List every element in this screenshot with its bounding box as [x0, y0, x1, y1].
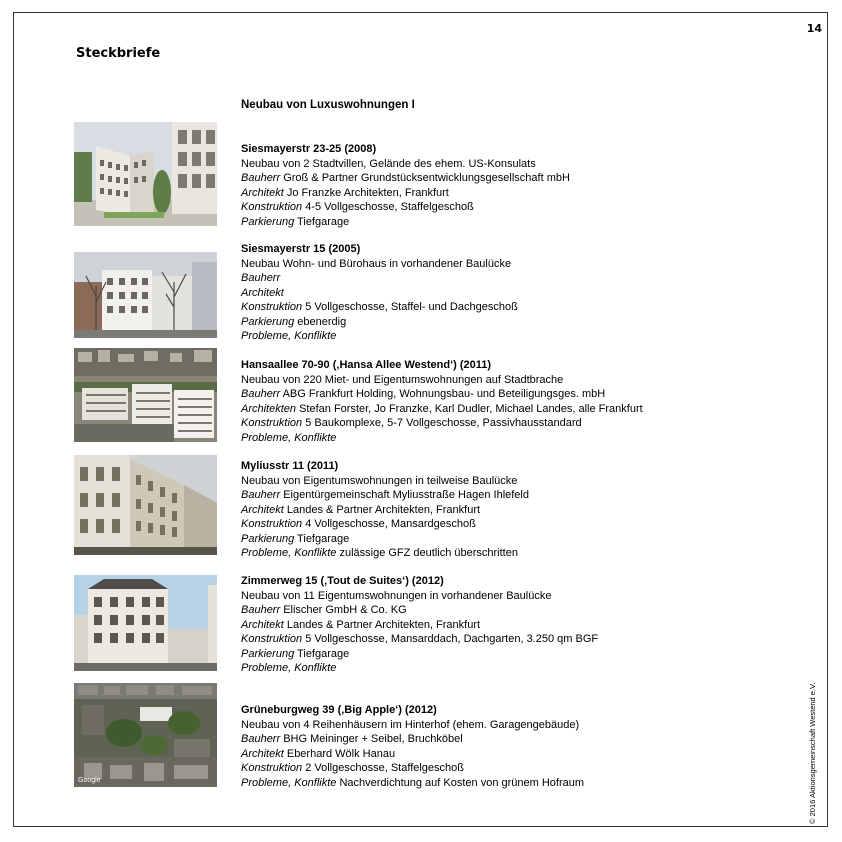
entry-konstruktion: Konstruktion 5 Vollgeschosse, Staffel- und Dachgeschoß [241, 301, 518, 313]
entry-architekt: Architekt Landes & Partner Architekten, Frankfurt [241, 618, 481, 631]
entry-parkierung: Parkierung ebenerdig [241, 315, 347, 328]
section-title: Steckbriefe [76, 46, 161, 61]
entry-parkierung: Parkierung Tiefgarage [241, 215, 350, 228]
entry-description: Neubau von 4 Reihenhäusern im Hinterhof (ehem. Garagengebäude) [241, 718, 580, 731]
entry-description: Neubau von 11 Eigentumswohnungen in vorhandener Baulücke [241, 589, 552, 602]
entry-grueneburgweg [241, 703, 584, 790]
entry-title: Hansaallee 70-90 (‚Hansa Allee Westend‘) (2011) [241, 359, 492, 371]
entry-konstruktion: Konstruktion 5 Baukomplexe, 5-7 Vollgeschosse, Passivhausstandard [241, 417, 582, 429]
entry-bauherr: Bauherr BHG Meininger + Seibel, Bruchköbel [241, 733, 463, 745]
entry-description: Neubau von Eigentumswohnungen in teilweise Baulücke [241, 474, 518, 487]
photo-zimmerweg [74, 575, 217, 671]
entry-architekt: Architekt Jo Franzke Architekten, Frankfurt [241, 186, 449, 199]
entry-title: Siesmayerstr 15 (2005) [241, 243, 361, 255]
entry-probleme: Probleme, Konflikte [241, 330, 337, 342]
copyright-notice: © 2016 Aktionsgemeinschaft Westend e.V. [808, 682, 817, 824]
entry-siesmayerstr-15 [241, 242, 518, 344]
entry-probleme: Probleme, Konflikte Nachverdichtung auf Kosten von grünem Hofraum [241, 776, 585, 789]
photo-myliusstr [74, 455, 217, 555]
entry-title: Grüneburgweg 39 (‚Big Apple‘) (2012) [241, 704, 437, 716]
photo-hansaallee [74, 348, 217, 442]
entry-konstruktion: Konstruktion 4-5 Vollgeschosse, Staffelgeschoß [241, 201, 474, 213]
entry-konstruktion: Konstruktion 2 Vollgeschosse, Staffelgeschoß [241, 762, 464, 774]
entry-bauherr: Bauherr Groß & Partner Grundstücksentwicklungsgesellschaft mbH [241, 172, 570, 184]
entry-description: Neubau von 220 Miet- und Eigentumswohnungen auf Stadtbrache [241, 373, 564, 386]
entry-probleme: Probleme, Konflikte [241, 662, 337, 674]
page-heading: Neubau von Luxuswohnungen I [241, 99, 415, 111]
entry-architekt: Architekten Stefan Forster, Jo Franzke, Karl Dudler, Michael Landes, alle Frankfurt [241, 402, 643, 415]
entry-architekt: Architekt [241, 286, 284, 299]
page-number: 14 [806, 22, 822, 35]
photo-grueneburgweg-aerial [74, 683, 217, 787]
photo-siesmayerstr-23-25 [74, 122, 217, 226]
entry-title: Myliusstr 11 (2011) [241, 460, 339, 472]
entry-parkierung: Parkierung Tiefgarage [241, 647, 350, 660]
entry-probleme: Probleme, Konflikte zulässige GFZ deutlich überschritten [241, 547, 518, 559]
entry-myliusstr [241, 459, 529, 561]
entry-architekt: Architekt Landes & Partner Architekten, Frankfurt [241, 503, 481, 516]
entry-parkierung: Parkierung Tiefgarage [241, 532, 350, 545]
entry-title: Siesmayerstr 23-25 (2008) [241, 143, 377, 155]
entry-bauherr: Bauherr ABG Frankfurt Holding, Wohnungsbau- und Beteiligungsges. mbH [241, 388, 606, 400]
entry-konstruktion: Konstruktion 4 Vollgeschosse, Mansardgeschoß [241, 518, 476, 530]
entry-bauherr: Bauherr Elischer GmbH & Co. KG [241, 604, 407, 616]
entry-description: Neubau Wohn- und Bürohaus in vorhandener Baulücke [241, 257, 512, 270]
entry-architekt: Architekt Eberhard Wölk Hanau [241, 747, 396, 760]
entry-description: Neubau von 2 Stadtvillen, Gelände des ehem. US-Konsulats [241, 157, 536, 170]
entry-hansaallee [241, 358, 643, 445]
photo-siesmayerstr-15 [74, 252, 217, 338]
entry-bauherr: Bauherr [241, 272, 281, 284]
entry-probleme: Probleme, Konflikte [241, 431, 337, 444]
google-watermark: Google [78, 777, 101, 784]
entry-zimmerweg [241, 574, 598, 676]
entry-bauherr: Bauherr Eigentürgemeinschaft Myliusstraße Hagen Ihlefeld [241, 489, 529, 501]
entry-title: Zimmerweg 15 (‚Tout de Suites‘) (2012) [241, 575, 444, 587]
entry-siesmayerstr-23-25 [241, 142, 570, 229]
entry-konstruktion: Konstruktion 5 Vollgeschosse, Mansarddach, Dachgarten, 3.250 qm BGF [241, 633, 599, 645]
